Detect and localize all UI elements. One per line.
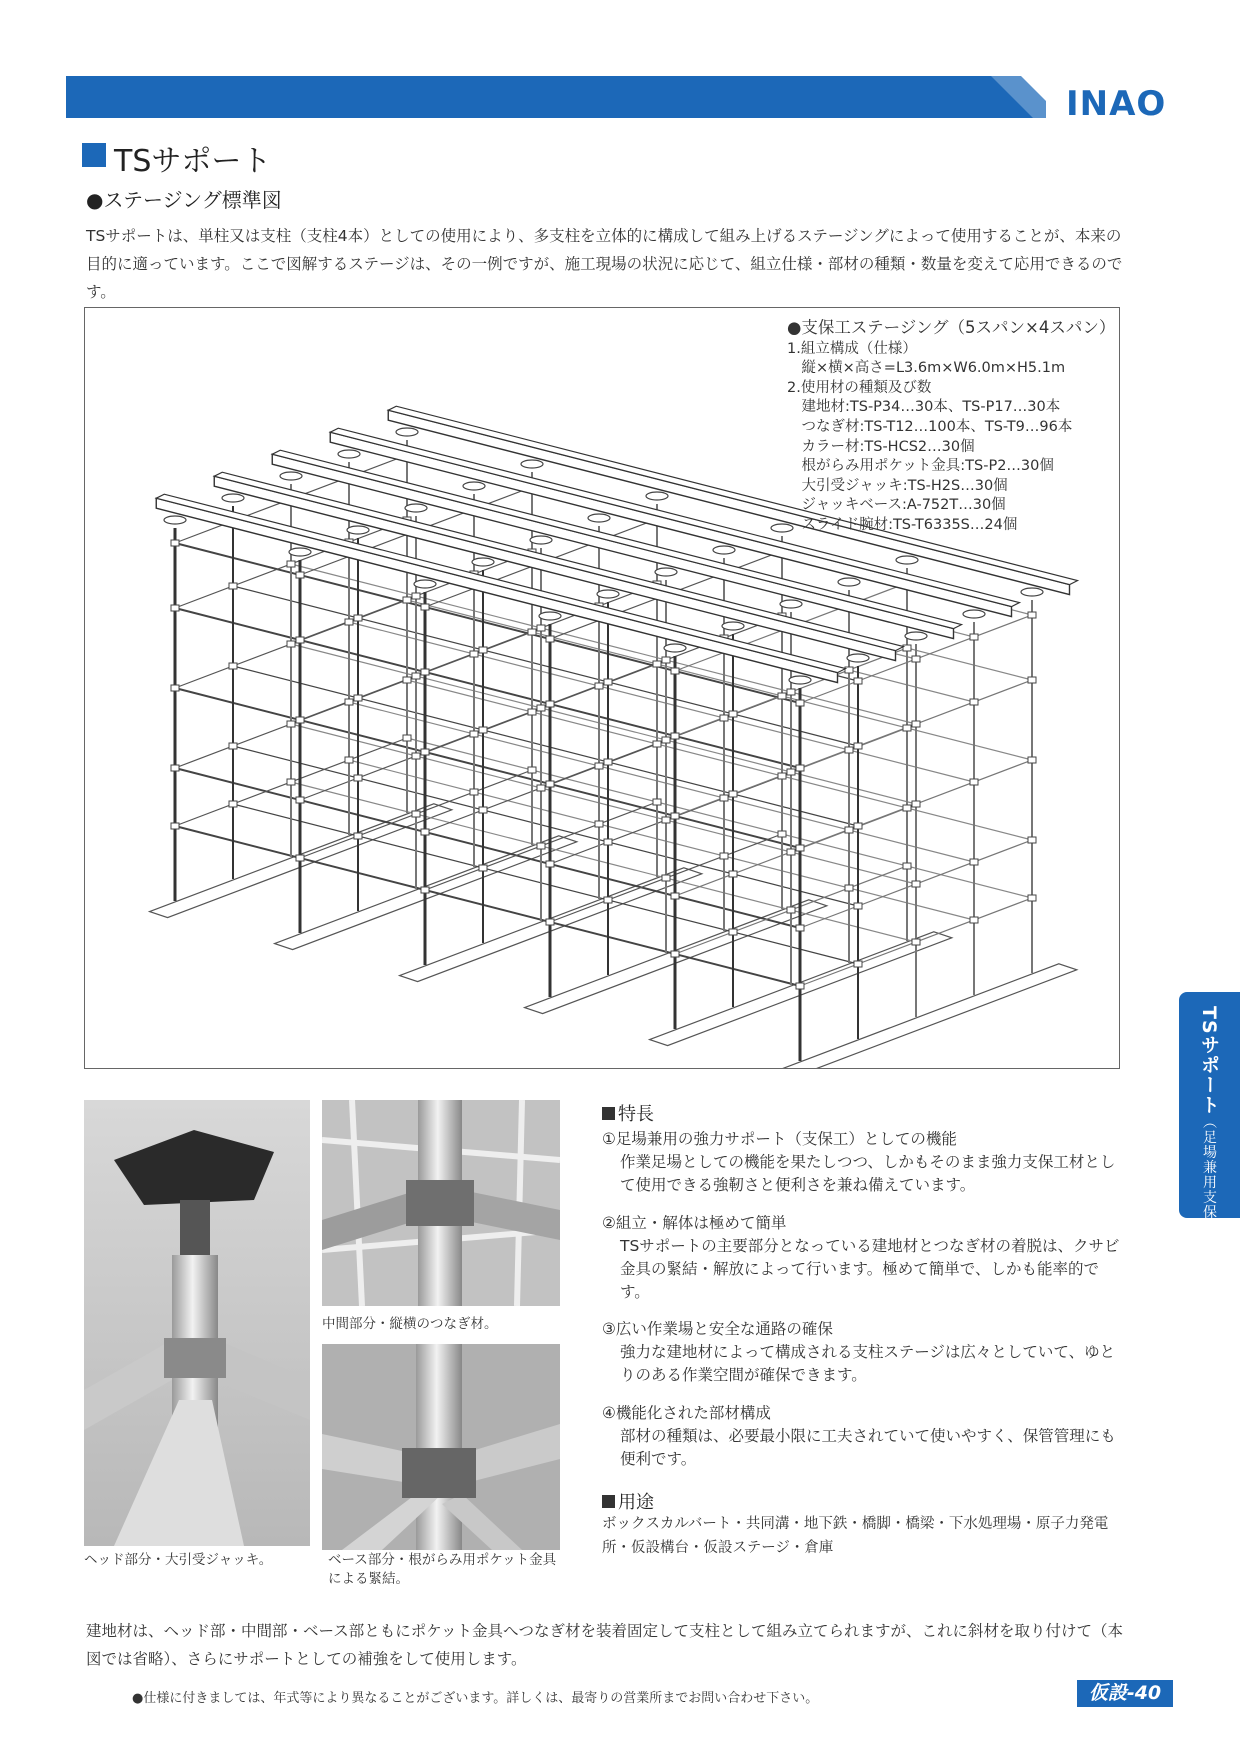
- bottom-paragraph: 建地材は、ヘッド部・中間部・ベース部ともにポケット金具へつなぎ材を装着固定して支柱として組み立てられますが、これに斜材を取り付けて（本図では省略）、さらにサポートとしての補強をして使用します。: [86, 1622, 1123, 1668]
- usage-heading-text: 用途: [618, 1492, 654, 1513]
- spec-block: [787, 318, 1115, 536]
- photo-base-pocket: [322, 1344, 560, 1550]
- photo-head-jack: [84, 1100, 310, 1546]
- spec-line: 根がらみ用ポケット金具:TS-P2…30個: [787, 458, 1054, 475]
- title-square-icon: [82, 143, 106, 167]
- section-subtitle: ●ステージング標準図: [86, 188, 282, 212]
- inao-logo: INAO: [1066, 84, 1167, 124]
- feature-body: TSサポートの主要部分となっている建地材とつなぎ材の着脱は、クサビ金具の緊結・解放によって行います。極めて簡単で、しかも能率的です。: [620, 1237, 1120, 1301]
- spec-line: 1.組立構成（仕様）: [787, 340, 917, 357]
- page-title: TSサポート: [114, 144, 272, 179]
- side-section-tab[interactable]: [1179, 992, 1240, 1250]
- spec-line: 縦×横×高さ=L3.6m×W6.0m×H5.1m: [787, 360, 1066, 377]
- features-heading-text: 特長: [618, 1104, 654, 1125]
- feature-title: ③広い作業場と安全な通路の確保: [602, 1320, 833, 1338]
- caption-head: ヘッド部分・大引受ジャッキ。: [84, 1552, 273, 1568]
- features-heading: [602, 1100, 654, 1126]
- header-band: [66, 76, 1046, 118]
- feature-item: [602, 1128, 1122, 1197]
- feature-item: [602, 1402, 1122, 1471]
- feature-body: 強力な建地材によって構成される支柱ステージは広々としていて、ゆとりのある作業空間が確保できます。: [620, 1343, 1116, 1384]
- caption-base: [328, 1551, 568, 1589]
- usage-body: ボックスカルバート・共同溝・地下鉄・橋脚・橋梁・下水処理場・原子力発電所・仮設構台・仮設ステージ・倉庫: [602, 1516, 1109, 1556]
- caption-base-line-2: による緊結。: [328, 1571, 409, 1587]
- feature-item: [602, 1318, 1122, 1387]
- caption-base-line-1: ベース部分・根がらみ用ポケット金具: [328, 1552, 557, 1568]
- page-number-badge: 仮設-40: [1077, 1680, 1173, 1707]
- spec-line: スライド腕材:TS-T6335S…24個: [787, 516, 1018, 533]
- spec-title: ●支保工ステージング（5スパン×4スパン）: [787, 318, 1116, 337]
- feature-title: ④機能化された部材構成: [602, 1404, 771, 1422]
- side-tab-small: （足場兼用支保工）: [1201, 1114, 1217, 1250]
- spec-line: カラー材:TS-HCS2…30個: [787, 438, 975, 455]
- feature-title: ①足場兼用の強力サポート（支保工）としての機能: [602, 1130, 957, 1148]
- intro-paragraph: TSサポートは、単柱又は支柱（支柱4本）としての使用により、多支柱を立体的に構成して組み上げるステージングによって使用することが、本来の目的に適っています。ここで図解するステージは、その一例ですが、施工現場の状況に応じて、組立仕様・部材の種類・数量を変えて応用できるのです。: [86, 227, 1123, 301]
- spec-line: つなぎ材:TS-T12…100本、TS-T9…96本: [787, 418, 1073, 435]
- spec-line: ジャッキベース:A-752T…30個: [787, 497, 1006, 514]
- feature-body: 部材の種類は、必要最小限に工夫されていて使いやすく、保管管理にも便利です。: [620, 1427, 1116, 1468]
- photo-mid-joint: [322, 1100, 560, 1306]
- side-tab-label: [1196, 1006, 1223, 1250]
- caption-mid: 中間部分・縦横のつなぎ材。: [322, 1316, 498, 1332]
- feature-item: [602, 1212, 1122, 1304]
- feature-title: ②組立・解体は極めて簡単: [602, 1214, 787, 1232]
- spec-line: 建地材:TS-P34…30本、TS-P17…30本: [787, 399, 1061, 416]
- square-bullet-icon: [602, 1107, 615, 1120]
- staging-diagram-box: [84, 307, 1120, 1069]
- square-bullet-icon: [602, 1495, 615, 1508]
- spec-note: ●仕様に付きましては、年式等により異なることがございます。詳しくは、最寄りの営業所までお問い合わせ下さい。: [132, 1691, 819, 1706]
- side-tab-main: TSサポート: [1198, 1006, 1220, 1115]
- spec-line: 大引受ジャッキ:TS-H2S…30個: [787, 477, 1008, 494]
- feature-body: 作業足場としての機能を果たしつつ、しかもそのまま強力支保工材として使用できる強靭さと便利さを兼ね備えています。: [620, 1153, 1116, 1194]
- usage-heading: [602, 1488, 654, 1514]
- spec-line: 2.使用材の種類及び数: [787, 379, 932, 396]
